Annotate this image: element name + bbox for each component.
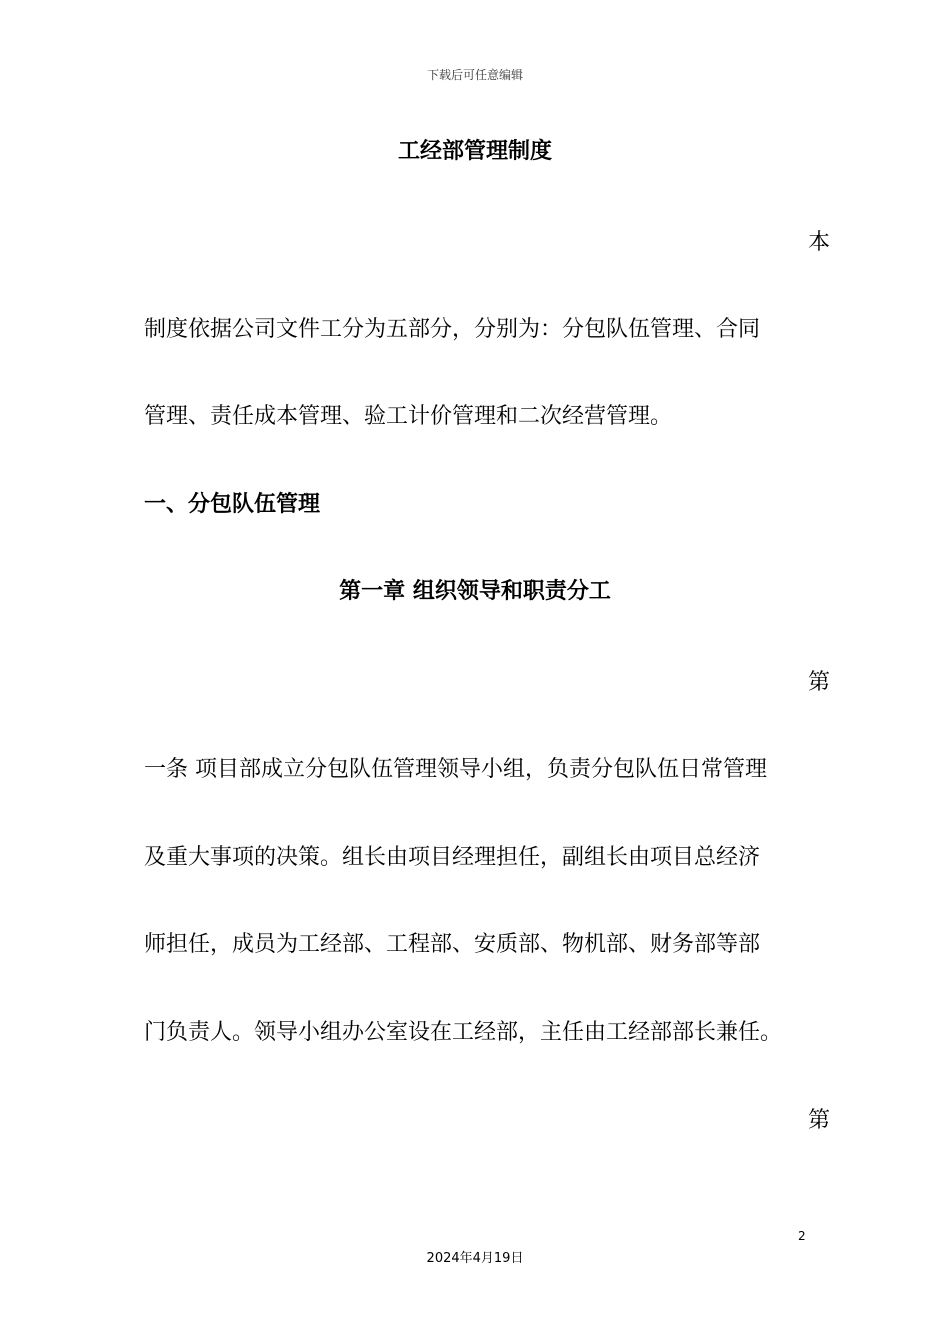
page-number: 2 [798, 1229, 806, 1243]
header-note: 下载后可任意编辑 [426, 68, 523, 82]
article1-line-1: 一条 项目部成立分包队伍管理领导小组，负责分包队伍日常管理 [144, 757, 767, 782]
intro-line-1: 制度依据公司文件工分为五部分，分别为：分包队伍管理、合同 [144, 317, 761, 342]
article1-line-2: 及重大事项的决策。组长由项目经理担任，副组长由项目总经济 [144, 845, 761, 870]
footer-date: 2024年4月19日 [426, 1251, 524, 1266]
document-title: 工经部管理制度 [397, 139, 552, 164]
section-heading: 一、分包队伍管理 [144, 492, 321, 517]
article1-line-3: 师担任，成员为工经部、工程部、安质部、物机部、财务部等部 [144, 932, 761, 957]
article1-line-4: 门负责人。领导小组办公室设在工经部，主任由工经部部长兼任。 [144, 1020, 783, 1045]
chapter-title: 第一章 组织领导和职责分工 [339, 579, 611, 604]
article1-lead-char: 第 [807, 670, 830, 695]
intro-lead-char: 本 [807, 230, 830, 255]
article2-lead-char: 第 [807, 1108, 830, 1133]
intro-line-2: 管理、责任成本管理、验工计价管理和二次经营管理。 [144, 404, 673, 429]
